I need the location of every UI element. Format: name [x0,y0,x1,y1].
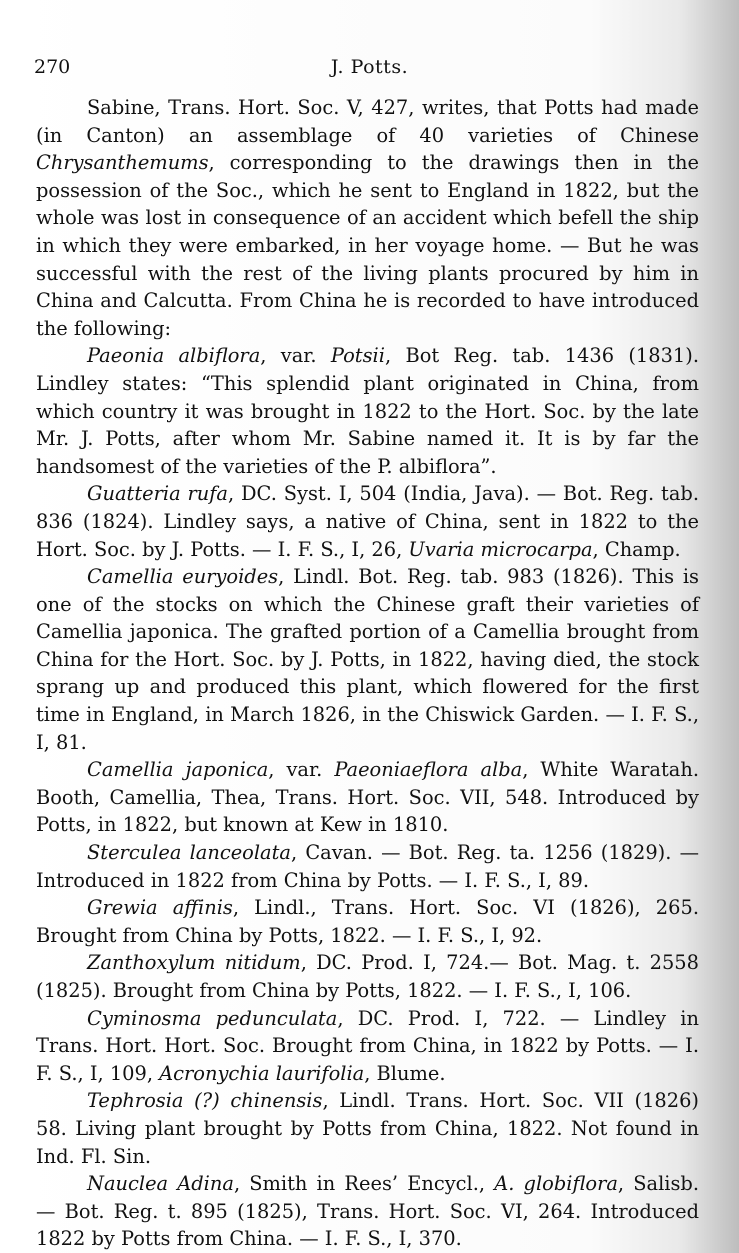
running-head: J. Potts. [330,56,409,78]
paragraph: Tephrosia (?) chinensis, Lindl. Trans. Hort. Soc. VII (1826) 58. Living plant brought by Potts from China, 1822. Not found in Ind. Fl. Sin. [36,1089,699,1168]
paragraph: Zanthoxylum nitidum, DC. Prod. I, 724.— Bot. Mag. t. 2558 (1825). Brought from China by Potts, 1822. — I. F. S., I, 106. [36,951,699,1002]
paragraph: Camellia japonica, var. Paeoniaeflora alba, White Waratah. Booth, Camellia, Thea, Trans. Hort. Soc. VII, 548. Introduced by Potts, in 1822, but known at Kew in 1810. [36,758,699,837]
paragraph: Paeonia albiflora, var. Potsii, Bot Reg. tab. 1436 (1831). Lindley states: “This splendid plant originated in China, from which country it was brought in 1822 to the Hort. Soc. by the late Mr. J. Potts, after whom Mr. Sabine named it. It is by far the handsomest of the varieties of the P. albiflora”. [36,344,699,478]
paragraph: Sabine, Trans. Hort. Soc. V, 427, writes, that Potts had made (in Canton) an assemblage of 40 varieties of Chinese Chrysanthemums, corresponding to the drawings then in the possession of the Soc., which he sent to England in 1822, but the whole was lost in consequence of an accident which befell the ship in which they were embarked, in her voyage home. — But he was successful with the rest of the living plants procured by him in China and Calcutta. From China he is recorded to have introduced the following: [36,96,699,340]
paragraph: Camellia euryoides, Lindl. Bot. Reg. tab. 983 (1826). This is one of the stocks on which the Chinese graft their varieties of Camellia japonica. The grafted portion of a Camellia brought from China for the Hort. Soc. by J. Potts, in 1822, having died, the stock sprang up and produced this plant, which flowered for the first time in England, in March 1826, in the Chiswick Garden. — I. F. S., I, 81. [36,565,699,754]
page-number: 270 [34,56,71,78]
paragraph: Sterculea lanceolata, Cavan. — Bot. Reg. ta. 1256 (1829). — Introduced in 1822 from China by Potts. — I. F. S., I, 89. [36,841,699,892]
paragraph: Grewia affinis, Lindl., Trans. Hort. Soc. VI (1826), 265. Brought from China by Potts, 1822. — I. F. S., I, 92. [36,896,699,947]
paragraph: Cyminosma pedunculata, DC. Prod. I, 722. — Lindley in Trans. Hort. Hort. Soc. Brought from China, in 1822 by Potts. — I. F. S., I, 109, Acronychia laurifolia, Blume. [36,1006,699,1085]
paragraph: Guatteria rufa, DC. Syst. I, 504 (India, Java). — Bot. Reg. tab. 836 (1824). Lindley says, a native of China, sent in 1822 to the Hort. Soc. by J. Potts. — I. F. S., I, 26, Uvaria microcarpa, Champ. [36,482,699,561]
page-header [34,56,705,86]
paragraph: Nauclea Adina, Smith in Rees’ Encycl., A. globiflora, Salisb. — Bot. Reg. t. 895 (1825), Trans. Hort. Soc. VI, 264. Introduced 1822 by Potts from China. — I. F. S., I, 370. [36,1172,699,1251]
body-text [36,94,699,1253]
